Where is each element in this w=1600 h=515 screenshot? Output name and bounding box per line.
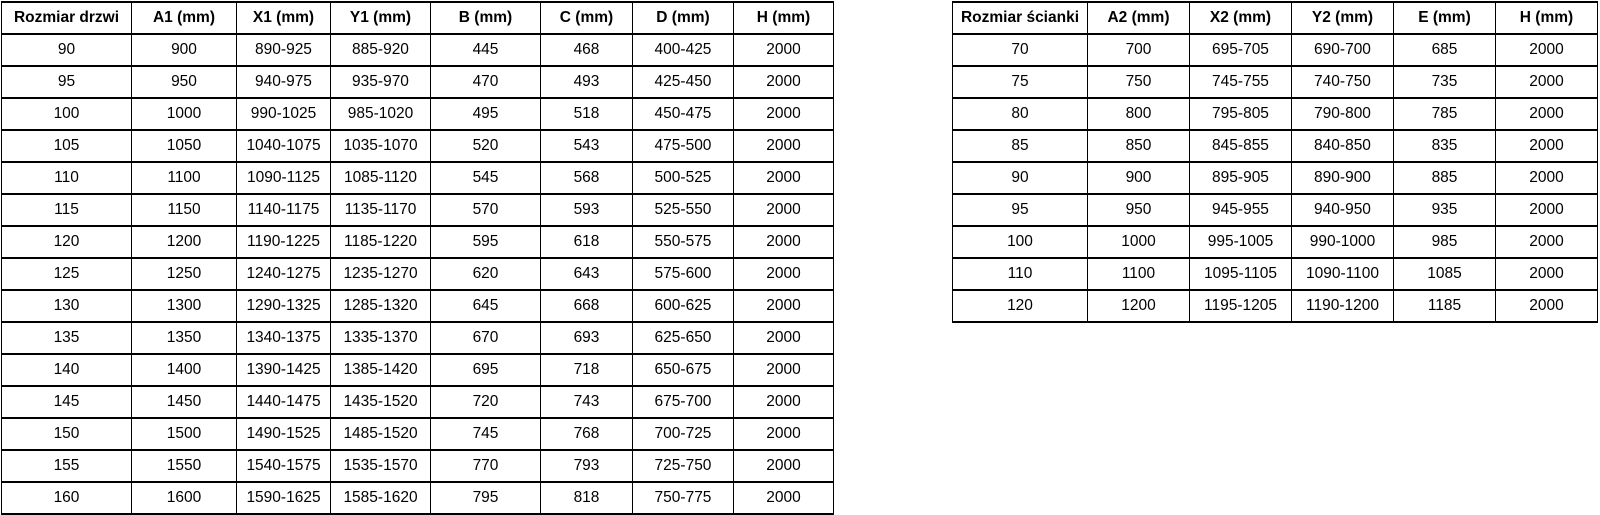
door-dimensions-table [1, 1, 834, 515]
cell: 1195-1205 [1190, 290, 1292, 322]
cell: 2000 [1496, 290, 1598, 322]
cell: 700 [1088, 34, 1190, 66]
cell: 2000 [734, 418, 834, 450]
table-row [953, 290, 1598, 322]
cell: 110 [2, 162, 132, 194]
table-row [2, 66, 834, 98]
cell: 990-1025 [237, 98, 331, 130]
cell: 1185-1220 [331, 226, 431, 258]
cell: 2000 [1496, 258, 1598, 290]
cell: 115 [2, 194, 132, 226]
cell: 750 [1088, 66, 1190, 98]
table-row [953, 130, 1598, 162]
cell: 520 [431, 130, 541, 162]
cell: 450-475 [633, 98, 734, 130]
cell: 475-500 [633, 130, 734, 162]
cell: 1400 [132, 354, 237, 386]
column-header-4: E (mm) [1394, 2, 1496, 34]
cell: 1200 [132, 226, 237, 258]
cell: 720 [431, 386, 541, 418]
cell: 2000 [734, 258, 834, 290]
cell: 690-700 [1292, 34, 1394, 66]
table-row [2, 258, 834, 290]
cell: 740-750 [1292, 66, 1394, 98]
cell: 568 [541, 162, 633, 194]
cell: 1050 [132, 130, 237, 162]
cell: 670 [431, 322, 541, 354]
cell: 1350 [132, 322, 237, 354]
cell: 2000 [734, 354, 834, 386]
cell: 100 [2, 98, 132, 130]
table-row [2, 98, 834, 130]
cell: 768 [541, 418, 633, 450]
cell: 1000 [1088, 226, 1190, 258]
cell: 650-675 [633, 354, 734, 386]
table-row [953, 226, 1598, 258]
cell: 1140-1175 [237, 194, 331, 226]
cell: 425-450 [633, 66, 734, 98]
cell: 2000 [734, 226, 834, 258]
cell: 1535-1570 [331, 450, 431, 482]
cell: 885-920 [331, 34, 431, 66]
cell: 835 [1394, 130, 1496, 162]
cell: 600-625 [633, 290, 734, 322]
cell: 80 [953, 98, 1088, 130]
cell: 818 [541, 482, 633, 514]
cell: 1185 [1394, 290, 1496, 322]
cell: 100 [953, 226, 1088, 258]
table-row [2, 482, 834, 514]
cell: 890-900 [1292, 162, 1394, 194]
column-header-3: Y2 (mm) [1292, 2, 1394, 34]
cell: 1290-1325 [237, 290, 331, 322]
cell: 1000 [132, 98, 237, 130]
cell: 790-800 [1292, 98, 1394, 130]
cell: 785 [1394, 98, 1496, 130]
cell: 1435-1520 [331, 386, 431, 418]
cell: 155 [2, 450, 132, 482]
cell: 2000 [1496, 130, 1598, 162]
cell: 1335-1370 [331, 322, 431, 354]
column-header-2: X1 (mm) [237, 2, 331, 34]
cell: 500-525 [633, 162, 734, 194]
table-row [953, 162, 1598, 194]
cell: 575-600 [633, 258, 734, 290]
cell: 990-1000 [1292, 226, 1394, 258]
cell: 70 [953, 34, 1088, 66]
cell: 2000 [734, 162, 834, 194]
cell: 595 [431, 226, 541, 258]
cell: 543 [541, 130, 633, 162]
cell: 1500 [132, 418, 237, 450]
cell: 745 [431, 418, 541, 450]
cell: 885 [1394, 162, 1496, 194]
cell: 1485-1520 [331, 418, 431, 450]
cell: 2000 [734, 386, 834, 418]
cell: 935 [1394, 194, 1496, 226]
cell: 1095-1105 [1190, 258, 1292, 290]
cell: 125 [2, 258, 132, 290]
cell: 2000 [1496, 226, 1598, 258]
cell: 545 [431, 162, 541, 194]
cell: 1300 [132, 290, 237, 322]
cell: 1440-1475 [237, 386, 331, 418]
cell: 1150 [132, 194, 237, 226]
cell: 160 [2, 482, 132, 514]
table-row [2, 162, 834, 194]
cell: 743 [541, 386, 633, 418]
cell: 900 [1088, 162, 1190, 194]
cell: 1240-1275 [237, 258, 331, 290]
cell: 895-905 [1190, 162, 1292, 194]
cell: 135 [2, 322, 132, 354]
cell: 2000 [1496, 34, 1598, 66]
cell: 725-750 [633, 450, 734, 482]
cell: 745-755 [1190, 66, 1292, 98]
cell: 1090-1125 [237, 162, 331, 194]
cell: 150 [2, 418, 132, 450]
cell: 750-775 [633, 482, 734, 514]
table-row [2, 194, 834, 226]
cell: 985-1020 [331, 98, 431, 130]
cell: 85 [953, 130, 1088, 162]
cell: 1585-1620 [331, 482, 431, 514]
cell: 493 [541, 66, 633, 98]
cell: 643 [541, 258, 633, 290]
cell: 693 [541, 322, 633, 354]
cell: 130 [2, 290, 132, 322]
cell: 1100 [132, 162, 237, 194]
table-row [2, 386, 834, 418]
cell: 700-725 [633, 418, 734, 450]
table-row [953, 194, 1598, 226]
cell: 550-575 [633, 226, 734, 258]
table-row [953, 258, 1598, 290]
cell: 2000 [1496, 66, 1598, 98]
cell: 695 [431, 354, 541, 386]
cell: 105 [2, 130, 132, 162]
cell: 950 [132, 66, 237, 98]
cell: 900 [132, 34, 237, 66]
cell: 1085-1120 [331, 162, 431, 194]
table-row [953, 34, 1598, 66]
table-row [953, 98, 1598, 130]
cell: 1340-1375 [237, 322, 331, 354]
cell: 840-850 [1292, 130, 1394, 162]
cell: 618 [541, 226, 633, 258]
cell: 90 [953, 162, 1088, 194]
cell: 2000 [734, 130, 834, 162]
table-row [2, 130, 834, 162]
column-header-5: C (mm) [541, 2, 633, 34]
table-row [2, 290, 834, 322]
cell: 1190-1225 [237, 226, 331, 258]
cell: 1090-1100 [1292, 258, 1394, 290]
cell: 645 [431, 290, 541, 322]
cell: 945-955 [1190, 194, 1292, 226]
cell: 1285-1320 [331, 290, 431, 322]
cell: 2000 [734, 322, 834, 354]
cell: 2000 [1496, 162, 1598, 194]
cell: 995-1005 [1190, 226, 1292, 258]
cell: 1085 [1394, 258, 1496, 290]
wall-panel-dimensions-table [952, 1, 1598, 323]
cell: 1450 [132, 386, 237, 418]
cell: 800 [1088, 98, 1190, 130]
cell: 1100 [1088, 258, 1190, 290]
table-row [2, 34, 834, 66]
cell: 1385-1420 [331, 354, 431, 386]
cell: 525-550 [633, 194, 734, 226]
table-row [2, 226, 834, 258]
cell: 1540-1575 [237, 450, 331, 482]
cell: 470 [431, 66, 541, 98]
header-row [953, 2, 1598, 34]
cell: 1200 [1088, 290, 1190, 322]
cell: 495 [431, 98, 541, 130]
cell: 940-975 [237, 66, 331, 98]
table-row [2, 322, 834, 354]
column-header-2: X2 (mm) [1190, 2, 1292, 34]
cell: 518 [541, 98, 633, 130]
cell: 400-425 [633, 34, 734, 66]
cell: 668 [541, 290, 633, 322]
cell: 1590-1625 [237, 482, 331, 514]
cell: 795 [431, 482, 541, 514]
cell: 620 [431, 258, 541, 290]
column-header-5: H (mm) [1496, 2, 1598, 34]
cell: 2000 [734, 194, 834, 226]
cell: 1390-1425 [237, 354, 331, 386]
cell: 2000 [1496, 194, 1598, 226]
cell: 985 [1394, 226, 1496, 258]
cell: 1235-1270 [331, 258, 431, 290]
cell: 770 [431, 450, 541, 482]
table-row [2, 450, 834, 482]
cell: 845-855 [1190, 130, 1292, 162]
cell: 1035-1070 [331, 130, 431, 162]
cell: 110 [953, 258, 1088, 290]
column-header-3: Y1 (mm) [331, 2, 431, 34]
cell: 145 [2, 386, 132, 418]
cell: 95 [953, 194, 1088, 226]
table-row [2, 418, 834, 450]
column-header-0: Rozmiar drzwi [2, 2, 132, 34]
cell: 1600 [132, 482, 237, 514]
cell: 1190-1200 [1292, 290, 1394, 322]
cell: 625-650 [633, 322, 734, 354]
cell: 735 [1394, 66, 1496, 98]
cell: 695-705 [1190, 34, 1292, 66]
column-header-0: Rozmiar ścianki [953, 2, 1088, 34]
cell: 935-970 [331, 66, 431, 98]
cell: 140 [2, 354, 132, 386]
column-header-1: A1 (mm) [132, 2, 237, 34]
cell: 2000 [734, 66, 834, 98]
column-header-7: H (mm) [734, 2, 834, 34]
cell: 1490-1525 [237, 418, 331, 450]
cell: 90 [2, 34, 132, 66]
cell: 593 [541, 194, 633, 226]
cell: 2000 [734, 450, 834, 482]
header-row [2, 2, 834, 34]
cell: 120 [953, 290, 1088, 322]
cell: 75 [953, 66, 1088, 98]
column-header-6: D (mm) [633, 2, 734, 34]
cell: 1135-1170 [331, 194, 431, 226]
cell: 675-700 [633, 386, 734, 418]
column-header-1: A2 (mm) [1088, 2, 1190, 34]
cell: 950 [1088, 194, 1190, 226]
table-row [2, 354, 834, 386]
cell: 793 [541, 450, 633, 482]
cell: 850 [1088, 130, 1190, 162]
cell: 120 [2, 226, 132, 258]
cell: 2000 [734, 98, 834, 130]
cell: 1250 [132, 258, 237, 290]
cell: 718 [541, 354, 633, 386]
cell: 685 [1394, 34, 1496, 66]
cell: 468 [541, 34, 633, 66]
column-header-4: B (mm) [431, 2, 541, 34]
cell: 940-950 [1292, 194, 1394, 226]
cell: 2000 [734, 290, 834, 322]
cell: 1550 [132, 450, 237, 482]
cell: 570 [431, 194, 541, 226]
cell: 890-925 [237, 34, 331, 66]
cell: 795-805 [1190, 98, 1292, 130]
table-row [953, 66, 1598, 98]
cell: 445 [431, 34, 541, 66]
cell: 95 [2, 66, 132, 98]
cell: 2000 [734, 34, 834, 66]
cell: 2000 [1496, 98, 1598, 130]
cell: 2000 [734, 482, 834, 514]
cell: 1040-1075 [237, 130, 331, 162]
